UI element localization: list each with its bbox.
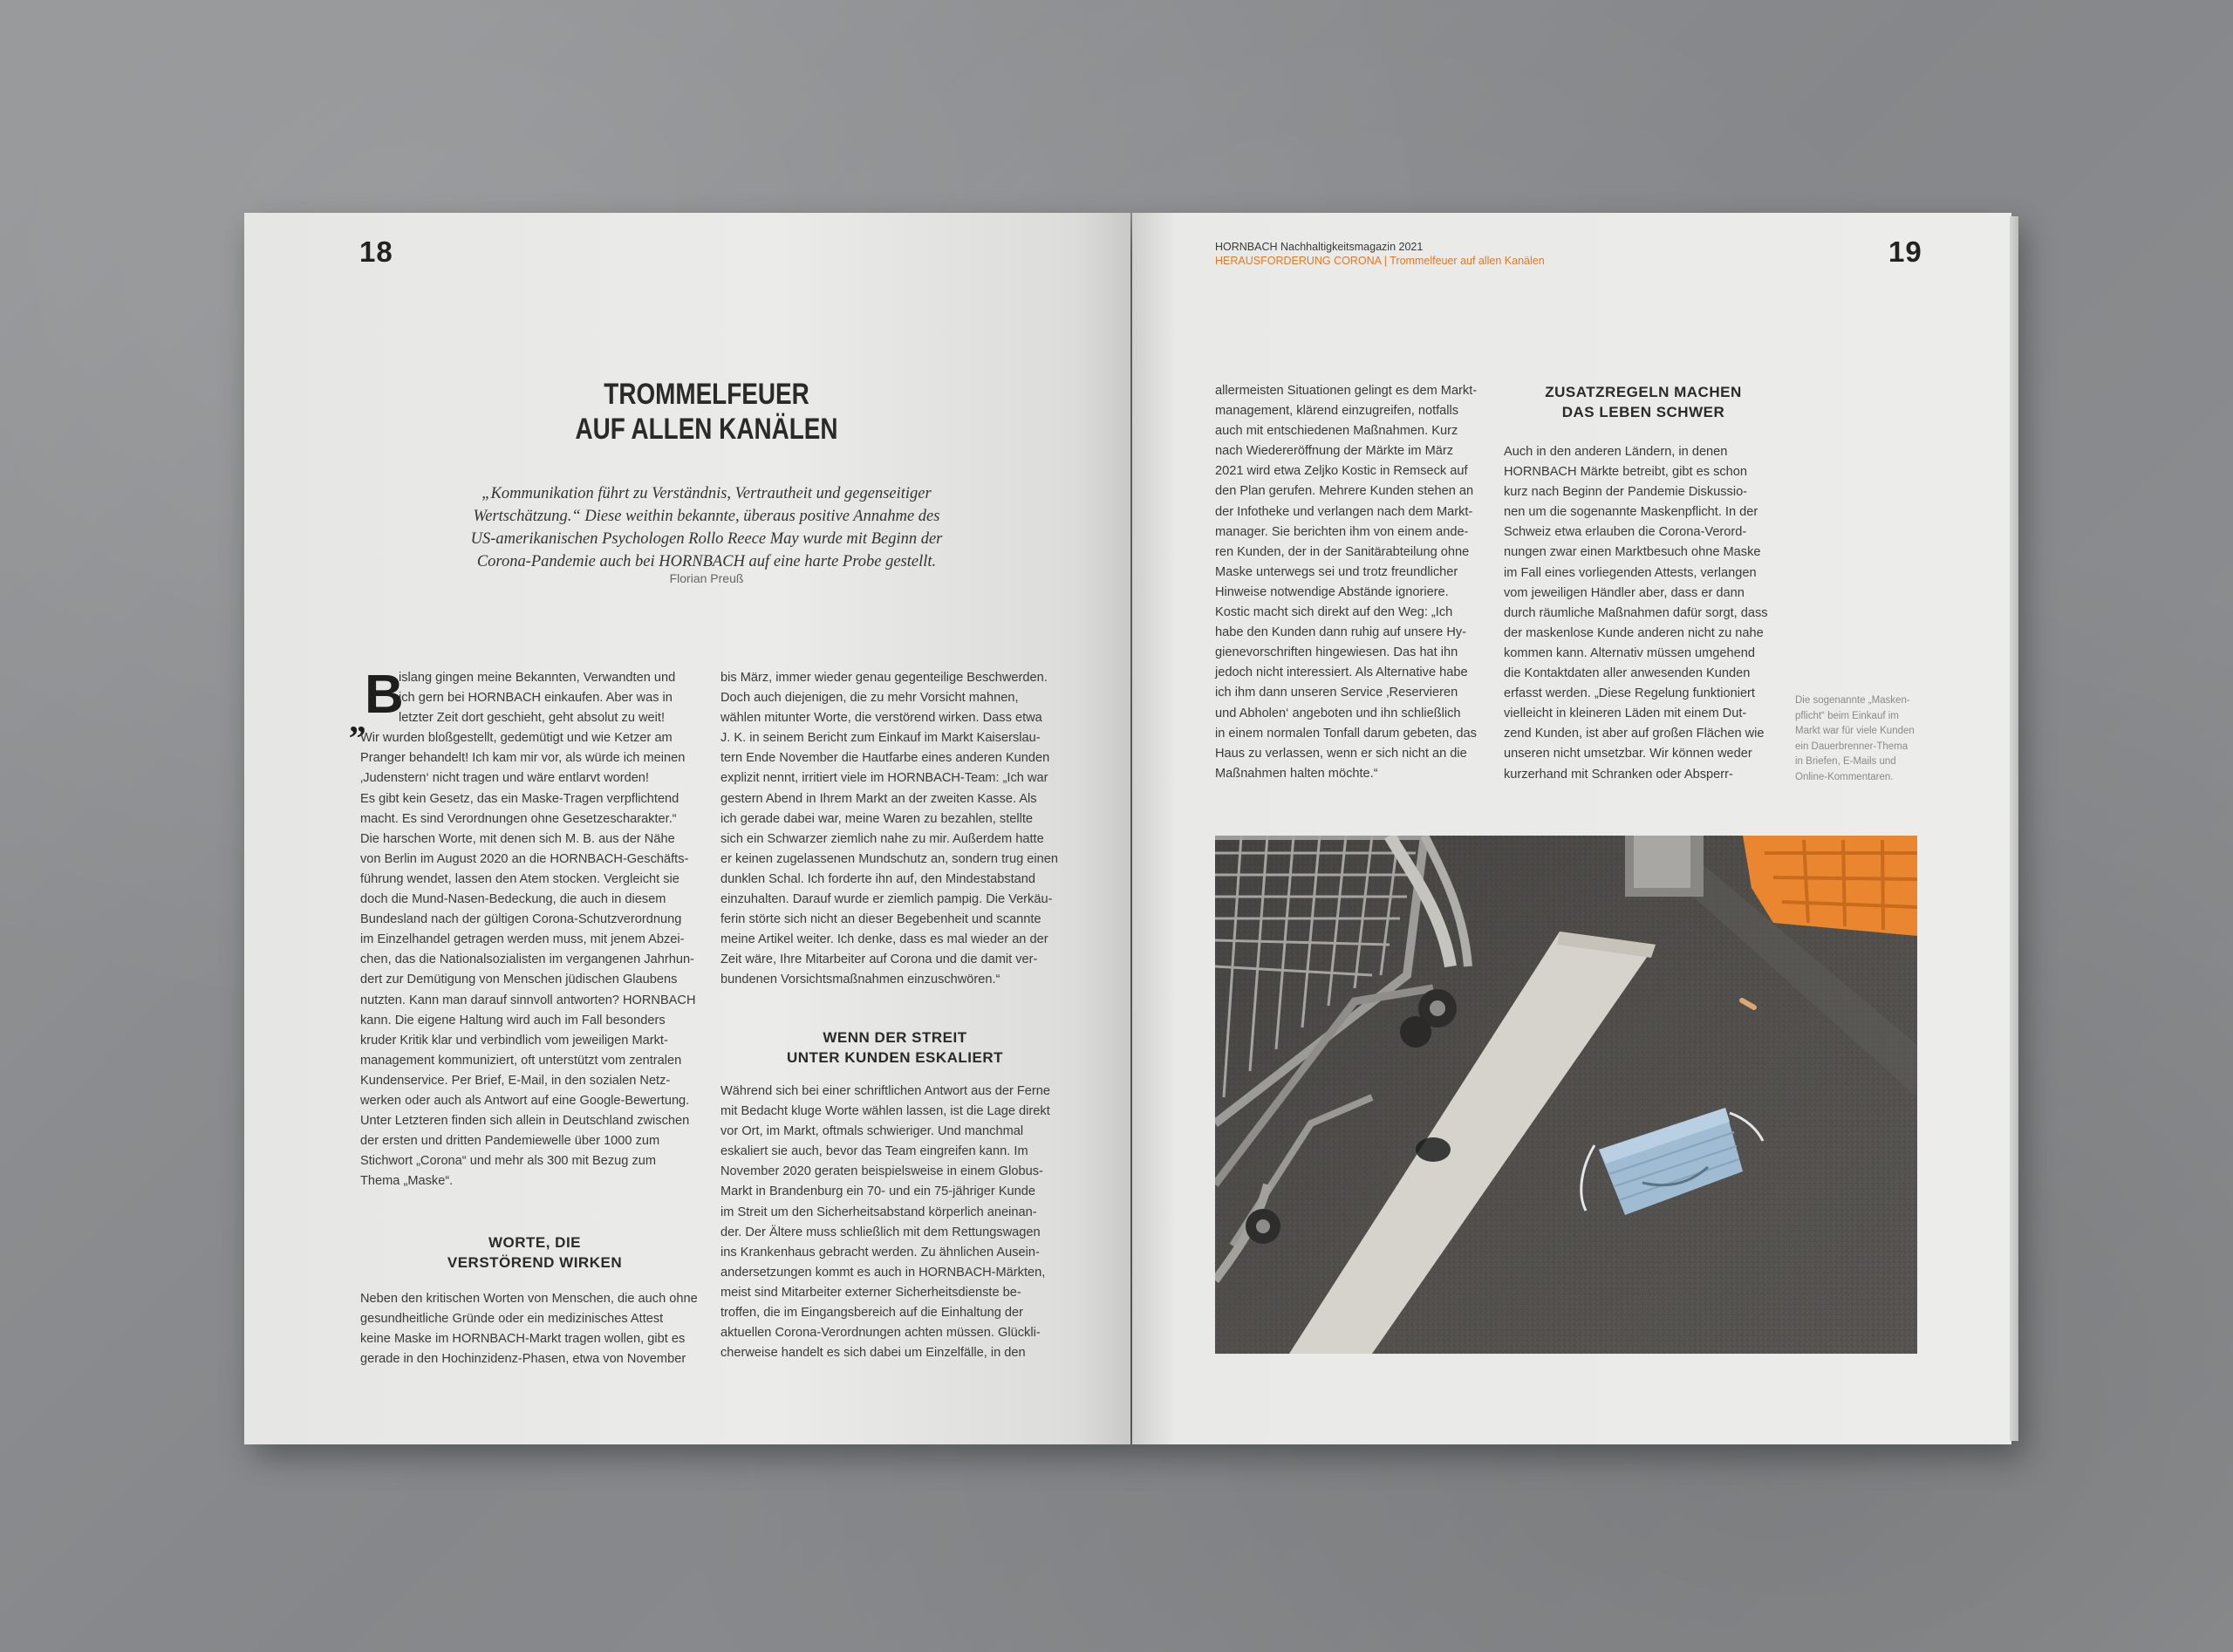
body-line: auch mit entschiedenen Maßnahmen. Kurz [1215,424,1458,439]
body-line: Maske unterwegs sei und trotz freundlicher [1215,564,1458,579]
body-line: andersetzungen kommt es auch in HORNBACH-Märkten, [720,1265,1046,1280]
body-line: tern Ende November die Hautfarbe eines anderen Kunden [720,751,1050,766]
page-stack-edge [2010,216,2018,1441]
body-line: nutzten. Kann man darauf sinnvoll antworten? HORNBACH [360,993,696,1007]
body-line: der Infotheke und verlangen nach dem Markt- [1215,504,1473,519]
intro-teaser [454,482,959,573]
caption-line: pflicht“ beim Einkauf im [1795,710,1899,721]
body-line: ich gern bei HORNBACH einkaufen. Aber was in [399,691,673,706]
intro-line: Wertschätzung.“ Diese weithin bekannte, überaus positive Annahme des [473,508,940,525]
running-head: HORNBACH Nachhaltigkeitsmagazin 2021 [1215,241,1424,253]
body-column-1 [360,665,709,1191]
headline-line-2: AUF ALLEN KANÄLEN [575,413,838,446]
body-line: Doch auch diejenigen, die zu mehr Vorsicht mahnen, [720,691,1019,706]
article-photo [1215,836,1917,1354]
body-line: im Fall eines vorliegenden Attests, verlangen [1504,565,1757,580]
subheading-line: WORTE, DIE [488,1234,582,1251]
body-line: gestern Abend in Ihrem Markt an der zweiten Kasse. Als [720,791,1037,806]
photo-illustration [1215,836,1917,1354]
caption-line: Markt war für viele Kunden [1795,726,1915,736]
body-line: ins Krankenhaus gebracht werden. Zu ähnlichen Ausein- [720,1245,1040,1259]
body-line: cherweise handelt es sich dabei um Einzelfälle, in den [720,1346,1026,1361]
body-line: erfasst werden. „Diese Regelung funktioniert [1504,686,1755,701]
body-line: dert zur Demütigung von Menschen jüdischen Glaubens [360,973,678,987]
body-line: Haus zu verlassen, wenn er sich nicht an die [1215,746,1467,761]
body-line: er keinen zugelassenen Mundschutz an, sondern trug einen [720,851,1058,866]
body-line: habe den Kunden dann ruhig auf unsere Hy- [1215,625,1467,640]
body-line: Kostic macht sich direkt auf den Weg: „Ich [1215,605,1453,620]
subheading-line: VERSTÖREND WIRKEN [447,1254,623,1271]
body-line: aktuellen Corona-Verordnungen achten müssen. Glückli- [720,1326,1041,1341]
article-headline [392,377,1021,447]
body-line: Stichwort „Corona“ und mehr als 300 mit Bezug zum [360,1154,657,1169]
intro-line: US-amerikanischen Psychologen Rollo Reece May wurde mit Beginn der [470,530,943,548]
body-line: durch räumliche Maßnahmen dafür sorgt, dass [1504,605,1768,620]
body-line: nen um die sogenannte Maskenpflicht. In der [1504,505,1758,520]
subheading-worte [360,1232,709,1273]
body-line: allermeisten Situationen gelingt es dem Markt- [1215,384,1478,398]
subheading-line: WENN DER STREIT [823,1029,967,1046]
body-line: doch die Mund-Nasen-Bedeckung, die auch in diesem [360,892,666,907]
body-line: kommen kann. Alternativ müssen umgehend [1504,645,1755,660]
body-line: führung wendet, lassen den Atem stocken. Vergleicht sie [360,871,679,886]
body-line: Pranger behandelt! Ich kam mir vor, als würde ich meinen [360,751,686,766]
intro-line: Corona-Pandemie auch bei HORNBACH auf eine harte Probe gestellt. [476,553,937,570]
body-column-2 [720,668,1069,991]
body-line: vor Ort, im Markt, oftmals schwieriger. Und manchmal [720,1124,1024,1139]
body-line: HORNBACH Märkte betreibt, gibt es schon [1504,465,1748,480]
body-line: ich gerade dabei war, meine Waren zu bezahlen, stellte [720,811,1034,826]
body-line: Unter Letzteren finden sich allein in Deutschland zwischen [360,1114,690,1129]
body-line: kurzerhand mit Schranken oder Absperr- [1504,767,1733,782]
body-line: Bundesland nach der gültigen Corona-Schutzverordnung [360,912,682,927]
dropcap-quote-mark: „ [349,700,366,740]
body-line: im Streit um den Sicherheitsabstand körperlich aneinan- [720,1205,1037,1219]
body-line: Die harschen Worte, mit denen sich M. B. aus der Nähe [360,831,675,846]
body-line: gienevorschriften hingewiesen. Das hat ihn [1215,645,1458,660]
body-line: in einem normalen Tonfall darum gebeten, das [1215,726,1477,741]
body-line: bis März, immer wieder genau gegenteilige Beschwerden. [720,671,1048,685]
body-line: 2021 wird etwa Zeljko Kostic in Remseck auf [1215,464,1468,479]
body-line: November 2020 geraten beispielsweise in einem Globus- [720,1164,1043,1179]
body-line: Schweiz etwa erlauben die Corona-Verord- [1504,525,1747,540]
body-line: meine Artikel weiter. Ich denke, dass es mal wieder an der [720,932,1048,947]
body-line: letzter Zeit dort geschieht, geht absolut zu weit! [399,711,666,726]
dropcap-letter: B [365,665,404,725]
caption-line: in Briefen, E-Mails und [1795,756,1896,767]
photo-caption [1795,693,1926,785]
section-head: HERAUSFORDERUNG CORONA | Trommelfeuer auf allen Kanälen [1215,255,1545,267]
body-line: keine Maske im HORNBACH-Markt tragen wollen, gibt es [360,1332,686,1347]
body-line: kurz nach Beginn der Pandemie Diskussio- [1504,485,1748,500]
body-line: ich ihm dann unseren Service ‚Reservieren [1215,686,1458,700]
body-column-4 [1504,442,1783,785]
body-line: macht. Es sind Verordnungen ohne Gesetzescharakter.“ [360,811,677,826]
body-line: eskaliert sie auch, bevor das Team eingreifen kann. Im [720,1144,1028,1159]
body-column-3 [1215,381,1494,784]
body-line: von Berlin im August 2020 an die HORNBACH-Geschäfts- [360,851,689,866]
page-number-left: 18 [359,236,393,268]
body-line: troffen, die im Eingangsbereich auf die Einhaltung der [720,1306,1023,1321]
body-line: Wir wurden bloßgestellt, gedemütigt und wie Ketzer am [360,731,673,746]
body-line: Zeit wäre, Ihre Mitarbeiter auf Corona und die damit ver- [720,952,1038,967]
caption-line: Online-Kommentaren. [1795,771,1894,782]
subheading-streit [720,1027,1069,1068]
body-line: ren Kunden, der in der Sanitärabteilung ohne [1215,544,1470,559]
body-line: kruder Kritik klar und verbindlich vom jeweiligen Markt- [360,1033,668,1048]
subheading-zusatzregeln [1504,382,1783,422]
caption-line: Die sogenannte „Masken- [1795,695,1910,706]
body-line: werken oder auch als Antwort auf eine Google-Bewertung. [360,1093,690,1108]
body-line: bundenen Vorsichtsmaßnahmen einzuschwören.“ [720,973,1000,987]
body-line: chen, das die Nationalsozialisten im vergangenen Jahrhun- [360,952,694,967]
page-number-right: 19 [1888,236,1922,268]
body-line: einzuhalten. Darauf wurde er ziemlich pampig. Die Verkäu- [720,892,1053,907]
body-line: management, klärend einzugreifen, notfalls [1215,404,1459,419]
headline-line-1: TROMMELFEUER [604,378,809,411]
body-line: gerade in den Hochinzidenz-Phasen, etwa von November [360,1352,686,1367]
body-line: J. K. in seinem Bericht zum Einkauf im Markt Kaiserslau- [720,731,1041,746]
body-line: den Plan gerufen. Mehrere Kunden stehen an [1215,484,1474,499]
body-line: islang gingen meine Bekannten, Verwandten und [399,671,676,685]
body-line: der maskenlose Kunde anderen nicht zu nahe [1504,625,1764,640]
body-line: vom jeweiligen Händler aber, dass er dann [1504,585,1745,600]
body-line: im Einzelhandel getragen werden muss, mit jenem Abzei- [360,932,685,947]
body-line: Hinweise notwendige Abstände ignoriere. [1215,584,1449,599]
body-line: Es gibt kein Gesetz, das ein Maske-Tragen verpflichtend [360,791,679,806]
body-line: und Abholen‘ angeboten und ihn schließlich [1215,706,1461,720]
body-line: der. Der Ältere muss schließlich mit dem Rettungswagen [720,1225,1041,1239]
body-line: ‚Judenstern‘ nicht tragen und wäre entlarvt worden! [360,771,649,786]
body-line: vielleicht in kleineren Läden mit einem Dut- [1504,707,1747,721]
body-line: Markt in Brandenburg ein 70- und ein 75-jähriger Kunde [720,1184,1036,1199]
author-byline: Florian Preuß [669,571,744,585]
body-line: Thema „Maske“. [360,1174,454,1189]
body-line: Neben den kritischen Worten von Menschen, die auch ohne [360,1292,698,1306]
body-column-2b [720,1082,1069,1363]
body-line: Während sich bei einer schriftlichen Antwort aus der Ferne [720,1084,1050,1098]
body-line: nungen zwar einen Marktbesuch ohne Maske [1504,545,1761,560]
body-line: Auch in den anderen Ländern, in denen [1504,445,1728,459]
body-line: gesundheitliche Gründe oder ein medizinisches Attest [360,1312,664,1327]
body-line: die Kontaktdaten aller anwesenden Kunden [1504,666,1751,681]
body-line: der ersten und dritten Pandemiewelle über 1000 zum [360,1134,660,1149]
body-line: sich ein Schwarzer ziemlich nahe zu mir. Außerdem hatte [720,831,1044,846]
body-line: Kundenservice. Per Brief, E-Mail, in den sozialen Netz- [360,1073,671,1088]
body-line: explizit nennt, irritiert viele im HORNBACH-Team: „Ich war [720,771,1048,786]
body-line: management kommuniziert, oft unterstützt vom zentralen [360,1053,682,1068]
body-line: wählen mitunter Worte, die verstörend wirken. Dass etwa [720,711,1042,726]
body-line: unseren nicht umsetzbar. Wir können weder [1504,747,1752,761]
body-column-1b [360,1289,709,1369]
subheading-line: ZUSATZREGELN MACHEN [1545,384,1742,400]
body-line: jedoch nicht interessiert. Als Alternative habe [1215,666,1468,680]
body-line: Maßnahmen halten möchte.“ [1215,766,1378,781]
body-line: nach Wiedereröffnung der Märkte im März [1215,444,1454,459]
body-line: meist sind Mitarbeiter externer Sicherheitsdienste be- [720,1285,1021,1300]
body-line: zend Kunden, ist aber auf großen Flächen wie [1504,727,1765,741]
subheading-line: UNTER KUNDEN ESKALIERT [786,1049,1004,1066]
caption-line: ein Dauerbrenner-Thema [1795,741,1909,752]
subheading-line: DAS LEBEN SCHWER [1561,404,1725,420]
body-line: manager. Sie berichten ihm von einem ande- [1215,524,1469,539]
intro-line: „Kommunikation führt zu Verständnis, Vertrautheit und gegenseitiger [481,485,932,502]
body-line: kann. Die eigene Haltung wird auch im Fall besonders [360,1013,666,1027]
body-line: mit Bedacht kluge Worte wählen lassen, ist die Lage direkt [720,1104,1050,1119]
body-line: ferin störte sich nicht an dieser Begebenheit und scannte [720,912,1041,927]
body-line: dunklen Schal. Ich forderte ihn auf, den Mindestabstand [720,871,1036,886]
